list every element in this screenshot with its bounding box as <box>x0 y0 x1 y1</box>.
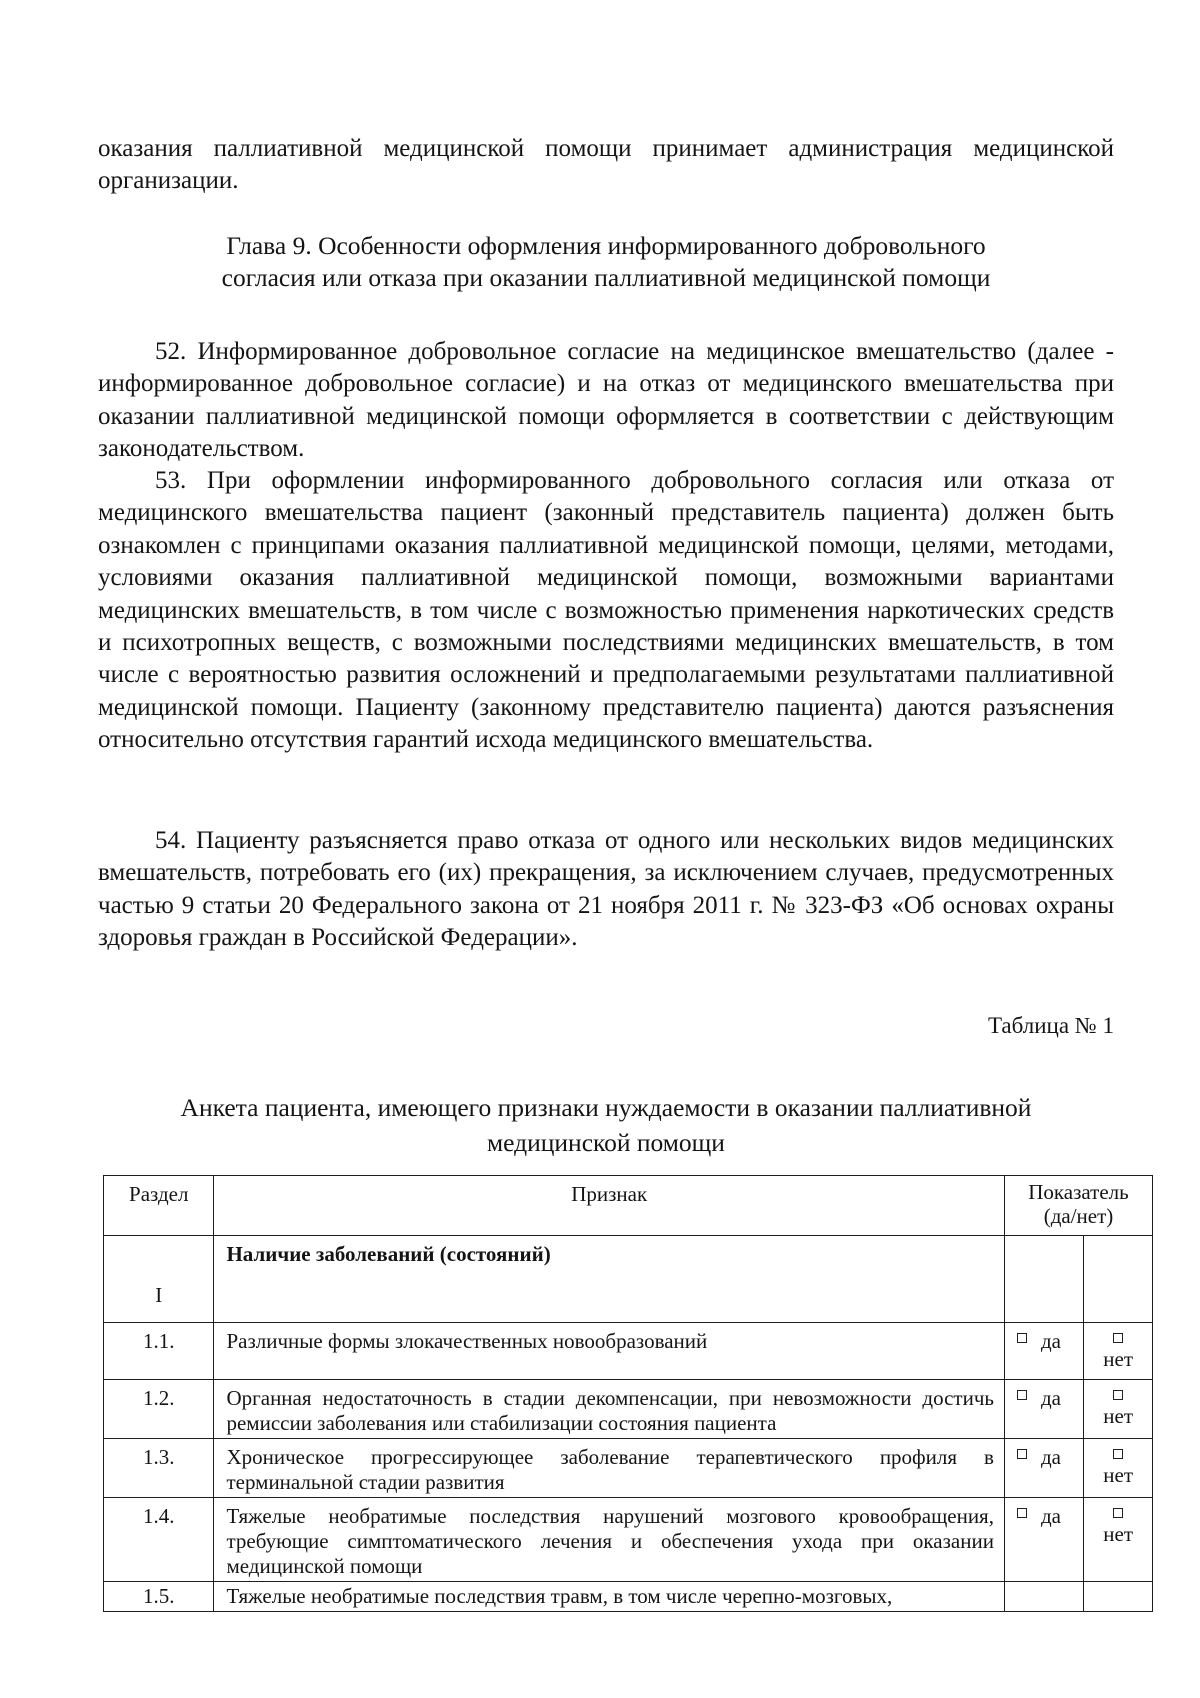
no-checkbox[interactable] <box>1113 1390 1123 1400</box>
row-number: 1.2. <box>104 1380 214 1439</box>
table-title-line-1: Анкета пациента, имеющего признаки нуждаемости в оказании паллиативной <box>180 1093 1032 1122</box>
no-option[interactable] <box>1084 1439 1153 1498</box>
no-option[interactable] <box>1084 1380 1153 1439</box>
yes-cell-empty <box>1004 1582 1083 1612</box>
no-checkbox[interactable] <box>1113 1508 1123 1518</box>
section-no-cell <box>1084 1236 1153 1323</box>
no-label: нет <box>1103 1404 1134 1428</box>
section-yes-cell <box>1004 1236 1083 1323</box>
chapter-heading <box>98 230 1114 294</box>
no-label: нет <box>1103 1347 1134 1371</box>
row-sign-text: Тяжелые необратимые последствия нарушений мозгового кровообращения, требующие симптоматического лечения и обеспечения ухода при оказании медицинской помощи <box>214 1498 1005 1582</box>
table-title-line-2: медицинской помощи <box>487 1128 725 1157</box>
table-number: Таблица № 1 <box>987 1013 1114 1038</box>
no-option[interactable] <box>1084 1498 1153 1582</box>
table-row <box>104 1498 1153 1582</box>
header-sign: Признак <box>214 1176 1005 1236</box>
header-indicator <box>1004 1176 1152 1236</box>
section-row <box>104 1236 1153 1323</box>
row-number: 1.1. <box>104 1323 214 1380</box>
yes-label: да <box>1040 1329 1061 1353</box>
row-sign-text: Тяжелые необратимые последствия травм, в том числе черепно-мозговых, <box>214 1582 1005 1612</box>
yes-option[interactable] <box>1004 1380 1083 1439</box>
table-title <box>98 1090 1114 1160</box>
yes-option[interactable] <box>1004 1439 1083 1498</box>
yes-option[interactable] <box>1004 1323 1083 1380</box>
table-row <box>104 1380 1153 1439</box>
no-checkbox[interactable] <box>1113 1449 1123 1459</box>
header-indicator-line-2: (да/нет) <box>1043 1204 1114 1228</box>
yes-label: да <box>1040 1504 1061 1528</box>
yes-checkbox[interactable] <box>1017 1333 1027 1343</box>
section-title: Наличие заболеваний (состояний) <box>214 1236 1005 1323</box>
table-row <box>104 1439 1153 1498</box>
yes-label: да <box>1040 1445 1061 1469</box>
row-number: 1.4. <box>104 1498 214 1582</box>
row-sign-text: Различные формы злокачественных новообразований <box>214 1323 1005 1380</box>
paragraph-54: 54. Пациенту разъясняется право отказа от одного или нескольких видов медицинских вмешательств, потребовать его (их) прекращения, за исключением случаев, предусмотренных частью 9 статьи 20 Федерального закона от 21 ноября 2011 г. № 323-ФЗ «Об основах охраны здоровья граждан в Российской Федерации». <box>98 827 1114 952</box>
row-number: 1.5. <box>104 1582 214 1612</box>
paragraph-52: 52. Информированное добровольное согласие на медицинское вмешательство (далее - информированное добровольное согласие) и на отказ от медицинского вмешательства при оказании паллиативной медицинской помощи оформляется в соответствии с действующим законодательством. <box>98 338 1114 463</box>
table-row <box>104 1582 1153 1612</box>
row-sign-text: Хроническое прогрессирующее заболевание терапевтического профиля в терминальной стадии развития <box>214 1439 1005 1498</box>
yes-checkbox[interactable] <box>1017 1508 1027 1518</box>
row-sign-text: Органная недостаточность в стадии декомпенсации, при невозможности достичь ремиссии заболевания или стабилизации состояния пациента <box>214 1380 1005 1439</box>
questionnaire-table <box>103 1175 1153 1612</box>
row-number: 1.3. <box>104 1439 214 1498</box>
yes-option[interactable] <box>1004 1498 1083 1582</box>
table-row <box>104 1323 1153 1380</box>
table-header-row <box>104 1176 1153 1236</box>
section-number: I <box>104 1236 214 1323</box>
no-option[interactable] <box>1084 1323 1153 1380</box>
yes-checkbox[interactable] <box>1017 1390 1027 1400</box>
yes-checkbox[interactable] <box>1017 1449 1027 1459</box>
no-label: нет <box>1103 1463 1134 1487</box>
header-section: Раздел <box>104 1176 214 1236</box>
no-cell-empty <box>1084 1582 1153 1612</box>
header-indicator-line-1: Показатель <box>1028 1180 1129 1204</box>
chapter-heading-line-1: Глава 9. Особенности оформления информированного добровольного <box>226 231 986 260</box>
chapter-heading-line-2: согласия или отказа при оказании паллиативной медицинской помощи <box>221 263 991 292</box>
continuation-paragraph: оказания паллиативной медицинской помощи принимает администрация медицинской организации. <box>98 135 1114 195</box>
no-checkbox[interactable] <box>1113 1333 1123 1343</box>
paragraph-53: 53. При оформлении информированного добровольного согласия или отказа от медицинского вмешательства пациент (законный представитель пациента) должен быть ознакомлен с принципами оказания паллиативной медицинской помощи, целями, методами, условиями оказания паллиативной медицинской помощи, возможными вариантами медицинских вмешательств, в том числе с возможностью применения наркотических средств и психотропных веществ, с возможными последствиями медицинских вмешательств, в том числе с вероятностью развития осложнений и предполагаемыми результатами паллиативной медицинской помощи. Пациенту (законному представителю пациента) даются разъяснения относительно отсутствия гарантий исхода медицинского вмешательства. <box>98 467 1114 754</box>
no-label: нет <box>1103 1522 1134 1546</box>
yes-label: да <box>1040 1386 1061 1410</box>
